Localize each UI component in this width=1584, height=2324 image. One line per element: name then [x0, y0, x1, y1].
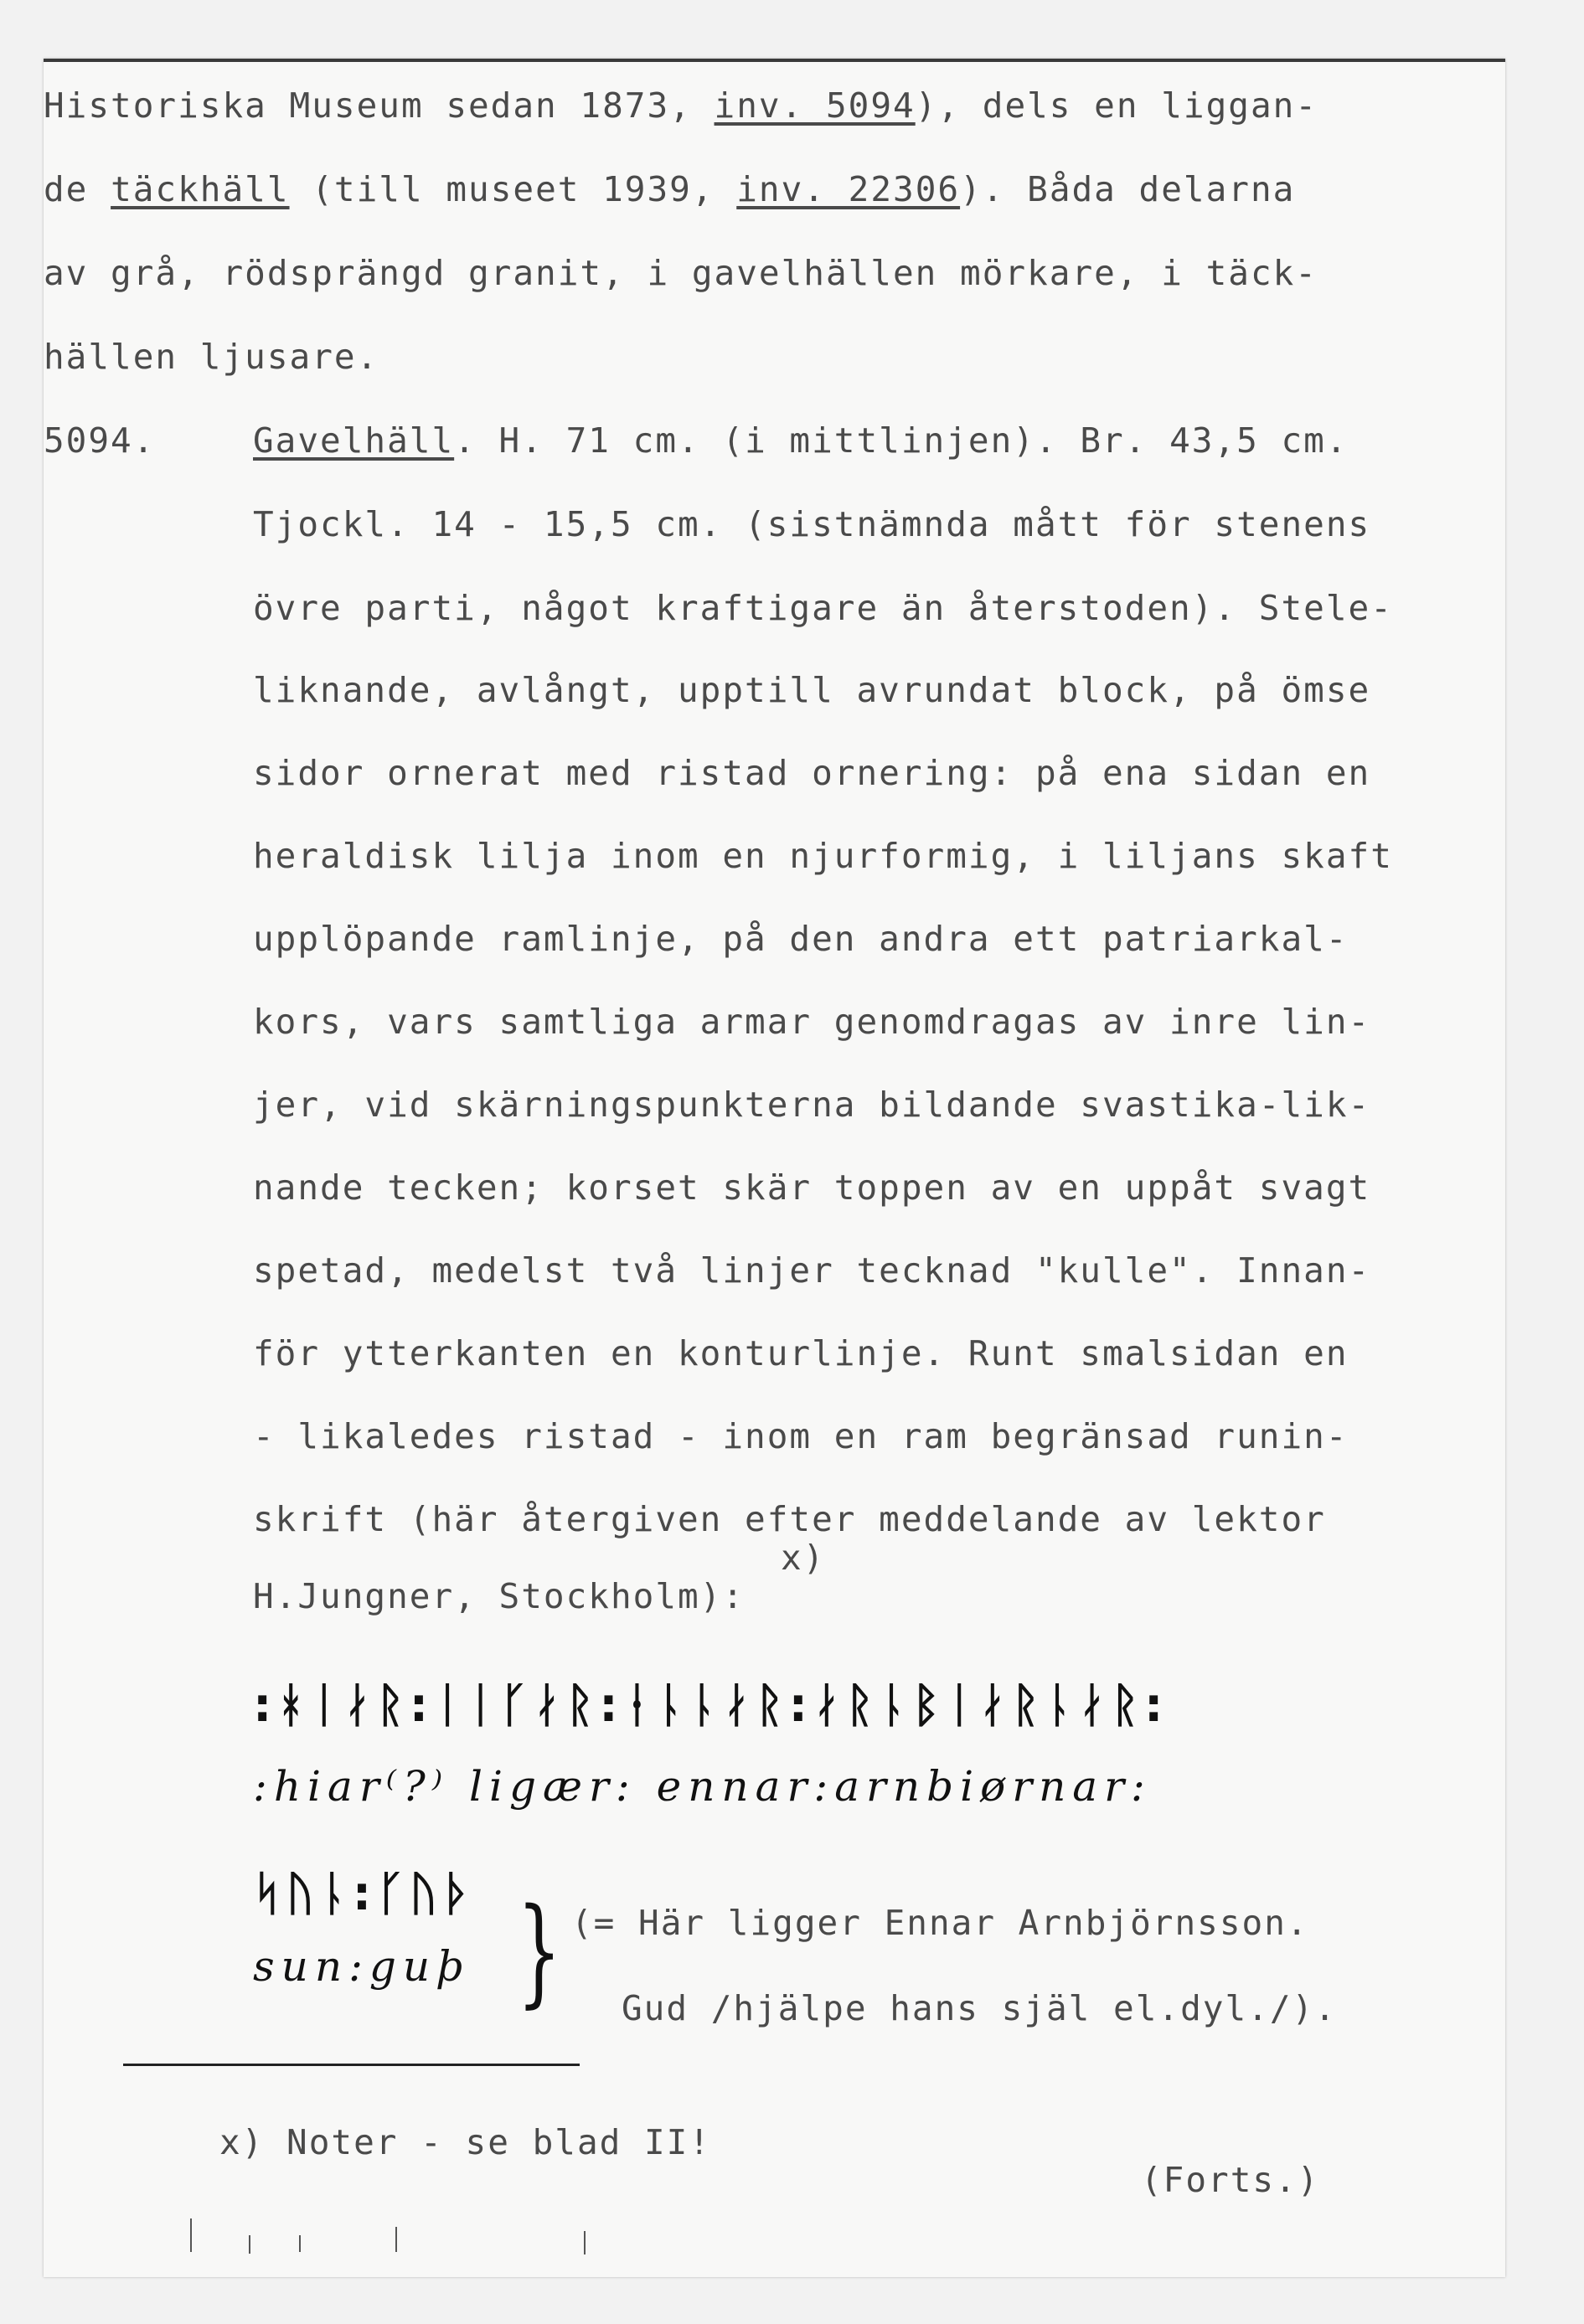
entry-line-12: för ytterkanten en konturlinje. Runt smalsidan en [253, 1333, 1349, 1373]
entry-number: 5094. [44, 420, 156, 461]
entry-line-9: jer, vid skärningspunkterna bildande svastika-lik- [253, 1085, 1371, 1125]
entry-line-8: kors, vars samtliga armar genomdragas av inre lin- [253, 1002, 1371, 1042]
text-line-2 [44, 169, 1295, 209]
entry-line-2: Tjockl. 14 - 15,5 cm. (sistnämnda mått för stenens [253, 504, 1371, 544]
margin-mark [299, 2235, 301, 2252]
entry-line-4: liknande, avlångt, upptill avrundat block, på ömse [253, 670, 1371, 710]
entry-line-10: nande tecken; korset skär toppen av en uppåt svagt [253, 1167, 1371, 1208]
continued-marker: (Forts.) [1141, 2160, 1320, 2200]
entry-line-15: H.Jungner, Stockholm): [253, 1576, 746, 1616]
text-line-1 [44, 85, 1318, 126]
text-segment: Historiska Museum sedan 1873, [44, 85, 715, 126]
text-segment: (till museet 1939, [289, 169, 737, 209]
text-segment: ). Båda delarna [960, 169, 1296, 209]
entry-line-14: skrift (här återgiven efter meddelande av lektor [253, 1499, 1326, 1539]
text-segment: ), dels en liggan- [915, 85, 1318, 126]
footnote: x) Noter - se blad II! [219, 2122, 712, 2162]
translation-line-1: (= Här ligger Ennar Arnbjörnsson. [571, 1903, 1309, 1943]
text-line-3: av grå, rödsprängd granit, i gavelhällen mörkare, i täck- [44, 253, 1318, 293]
margin-mark [584, 2231, 586, 2254]
transliteration-line-2: sun:guþ [253, 1942, 471, 1991]
translation-line-2: Gud /hjälpe hans själ el.dyl./). [622, 1988, 1337, 2028]
entry-line-1 [253, 420, 1349, 461]
inventory-ref-5094: inv. 5094 [714, 85, 916, 126]
inventory-ref-22306: inv. 22306 [736, 169, 961, 209]
transliteration-line-1: :hiar⁽?⁾ ligær: ennar:arnbiørnar: [253, 1762, 1152, 1811]
margin-mark [249, 2235, 250, 2254]
entry-line-5: sidor ornerat med ristad ornering: på ena sidan en [253, 753, 1371, 793]
text-segment: . H. 71 cm. (i mittlinjen). Br. 43,5 cm. [454, 420, 1349, 461]
entry-line-6: heraldisk lilja inom en njurformig, i liljans skaft [253, 836, 1393, 876]
text-line-4: hällen ljusare. [44, 337, 379, 377]
entry-line-11: spetad, medelst två linjer tecknad "kulle". Innan- [253, 1250, 1371, 1291]
entry-line-3: övre parti, något kraftigare än återstoden). Stele- [253, 588, 1393, 628]
footnote-divider [123, 2064, 580, 2066]
text-segment: de [44, 169, 111, 209]
runic-inscription-line-1: :ᚼᛁᛅᚱ:ᛁᛁᚴᛅᚱ:ᚽᚿᚿᛅᚱ:ᛅᚱᚿᛒᛁᛅᚱᚿᛅᚱ: [253, 1678, 1169, 1733]
entry-line-7: upplöpande ramlinje, på den andra ett patriarkal- [253, 919, 1349, 959]
margin-mark [190, 2218, 192, 2252]
term-gavelhall: Gavelhäll [253, 420, 455, 461]
margin-mark [395, 2227, 397, 2252]
entry-line-13: - likaledes ristad - inom en ram begränsad runin- [253, 1416, 1349, 1456]
runic-inscription-line-2: ᛋᚢᚿ:ᚴᚢᚦ [253, 1867, 476, 1921]
curly-brace: } [517, 1883, 562, 2020]
term-tackhall: täckhäll [111, 169, 290, 209]
document-page [44, 59, 1505, 2277]
footnote-marker: x) [781, 1538, 826, 1578]
